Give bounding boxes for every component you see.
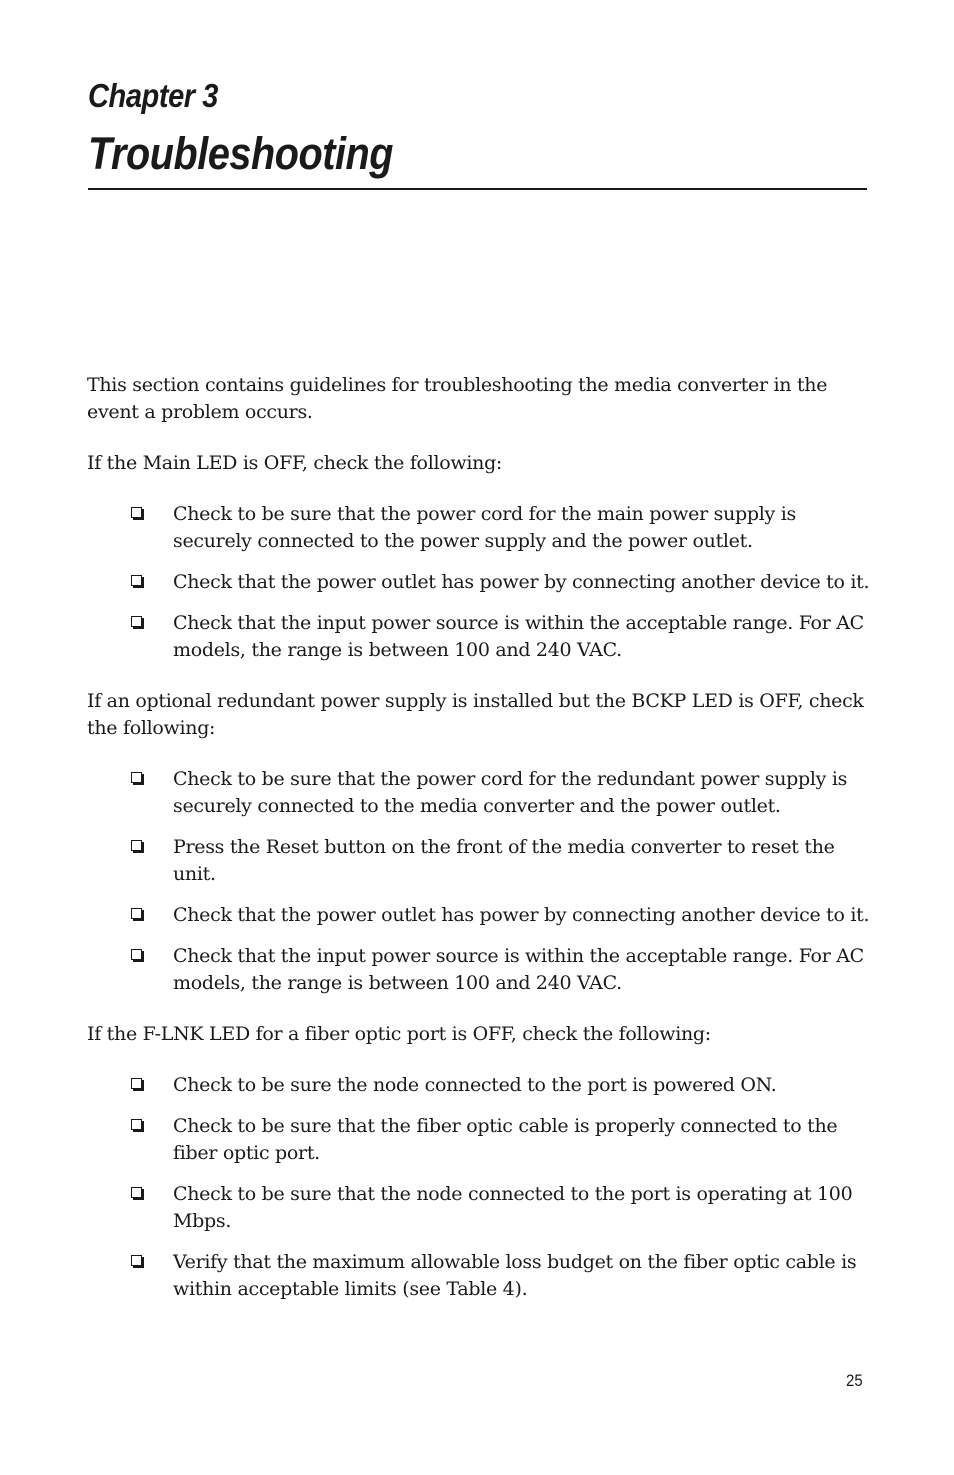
checklist-item-text: Check to be sure that the node connected to the port is operating at 100 Mbps. <box>173 1183 853 1232</box>
checkbox-icon <box>131 1119 142 1130</box>
checklist-main-led <box>87 501 872 664</box>
checklist-item-text: Check that the power outlet has power by connecting another device to it. <box>173 571 870 593</box>
checklist-item <box>87 569 872 596</box>
section-lead-bckp-led: If an optional redundant power supply is installed but the BCKP LED is OFF, check the following: <box>87 690 864 739</box>
checkbox-icon <box>131 908 142 919</box>
checklist-item-text: Check to be sure the node connected to the port is powered ON. <box>173 1074 777 1096</box>
chapter-label: Chapter 3 <box>88 77 218 114</box>
checklist-bckp-led <box>87 766 872 997</box>
checklist-item <box>87 1181 872 1235</box>
checklist-item <box>87 834 872 888</box>
checkbox-icon <box>131 1255 142 1266</box>
intro-paragraph: This section contains guidelines for troubleshooting the media converter in the event a problem occurs. <box>87 374 828 423</box>
checklist-item <box>87 1113 872 1167</box>
page-body <box>87 372 872 1327</box>
checkbox-icon <box>131 949 142 960</box>
checklist-item-text: Check that the input power source is within the acceptable range. For AC models, the range is between 100 and 240 VAC. <box>173 612 864 661</box>
checklist-item <box>87 902 872 929</box>
checklist-item <box>87 766 872 820</box>
checklist-item-text: Check to be sure that the fiber optic cable is properly connected to the fiber optic port. <box>173 1115 838 1164</box>
checklist-item <box>87 610 872 664</box>
checkbox-icon <box>131 1187 142 1198</box>
checklist-item <box>87 501 872 555</box>
checkbox-icon <box>131 772 142 783</box>
checkbox-icon <box>131 1078 142 1089</box>
checkbox-icon <box>131 616 142 627</box>
checklist-item-text: Check to be sure that the power cord for the redundant power supply is securely connected to the media converter and the power outlet. <box>173 768 848 817</box>
checklist-item-text: Check that the input power source is within the acceptable range. For AC models, the range is between 100 and 240 VAC. <box>173 945 864 994</box>
checklist-item-text: Verify that the maximum allowable loss budget on the fiber optic cable is within acceptable limits (see Table 4). <box>173 1251 857 1300</box>
chapter-title: Troubleshooting <box>88 128 394 179</box>
checklist-item-text: Check to be sure that the power cord for the main power supply is securely connected to the power supply and the power outlet. <box>173 503 796 552</box>
checklist-item <box>87 1249 872 1303</box>
checkbox-icon <box>131 575 142 586</box>
checklist-flnk-led <box>87 1072 872 1303</box>
checklist-item <box>87 943 872 997</box>
checklist-item-text: Press the Reset button on the front of the media converter to reset the unit. <box>173 836 835 885</box>
section-lead-flnk-led: If the F-LNK LED for a fiber optic port is OFF, check the following: <box>87 1023 711 1045</box>
page-number: 25 <box>846 1371 863 1390</box>
title-rule <box>88 188 867 190</box>
checkbox-icon <box>131 507 142 518</box>
checkbox-icon <box>131 840 142 851</box>
checklist-item <box>87 1072 872 1099</box>
checklist-item-text: Check that the power outlet has power by connecting another device to it. <box>173 904 870 926</box>
section-lead-main-led: If the Main LED is OFF, check the following: <box>87 452 503 474</box>
